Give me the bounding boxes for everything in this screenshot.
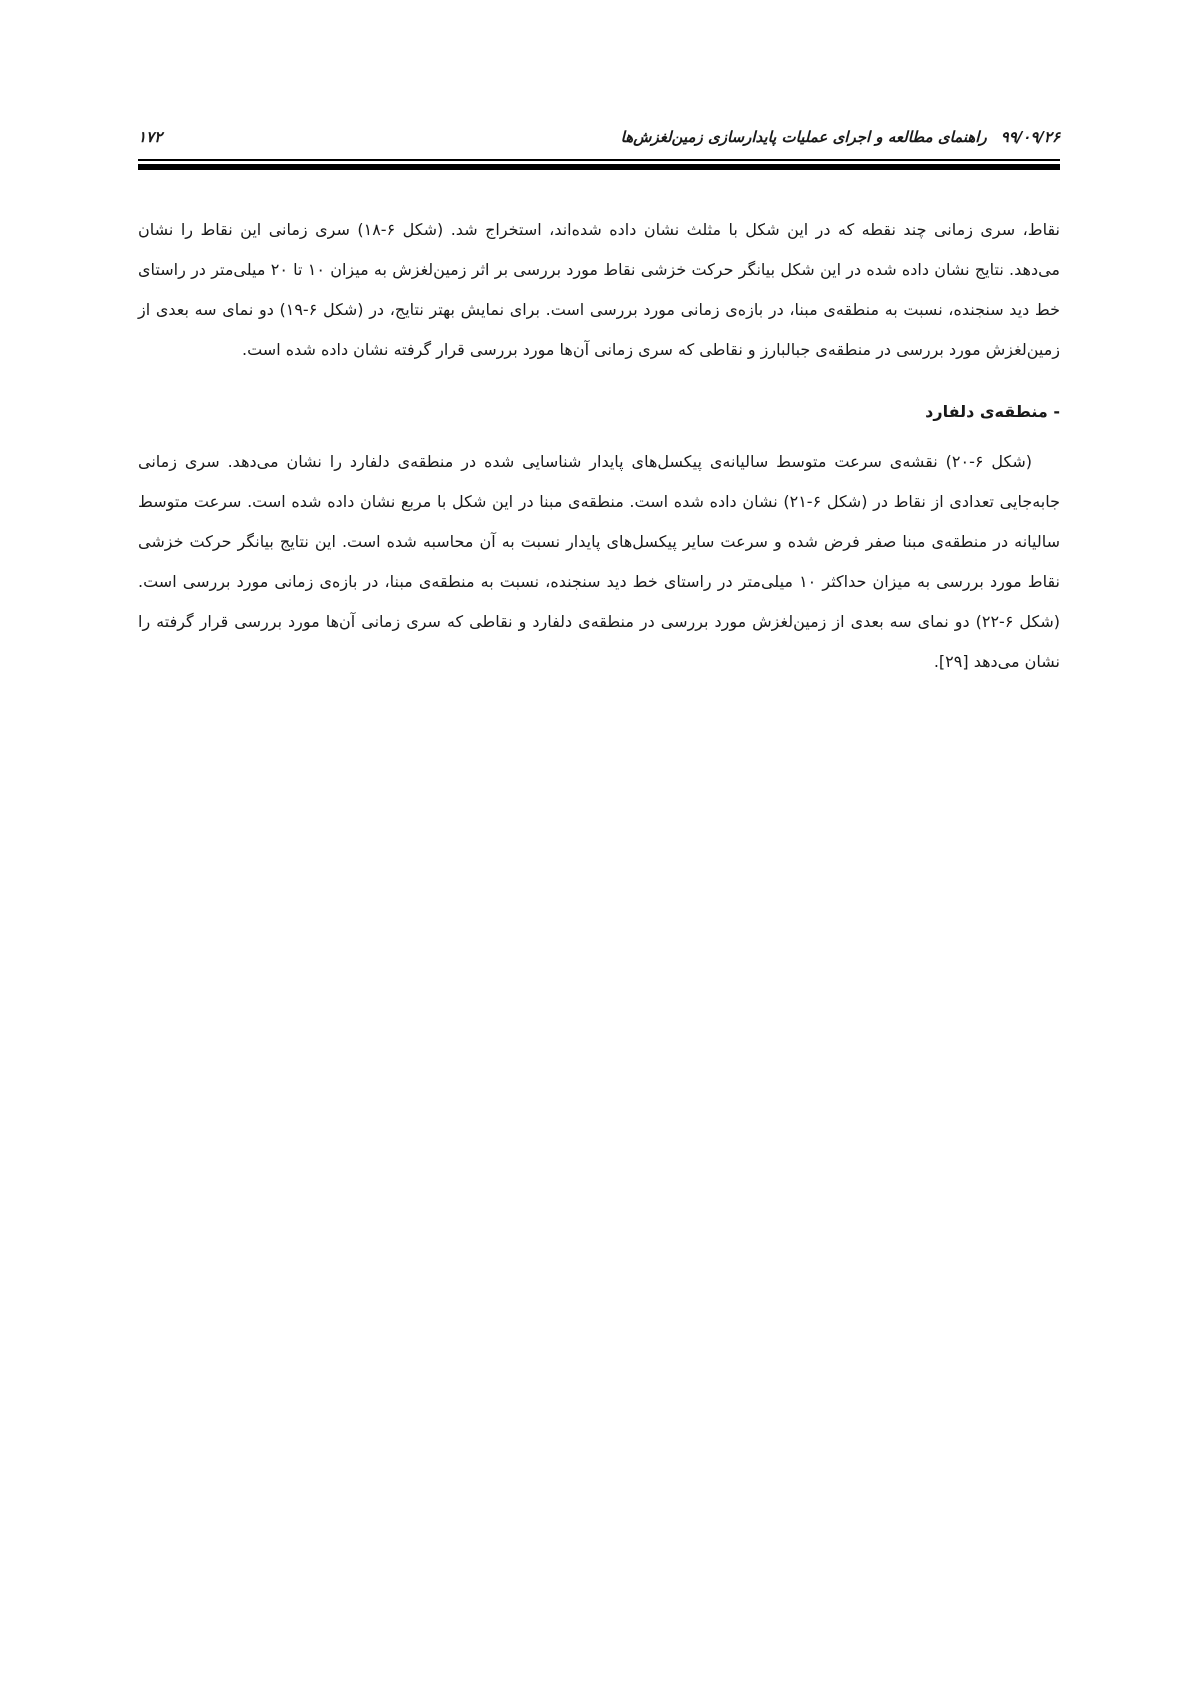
page-number: ۱۷۲ bbox=[138, 128, 163, 146]
header-title-line bbox=[621, 128, 1060, 146]
running-header bbox=[138, 128, 1060, 152]
paragraph: نقاط، سری زمانی چند نقطه که در این شکل با مثلث نشان داده شده‌اند، استخراج شد. (شکل ۶-۱۸) سری زمانی این نقاط را نشان می‌دهد. نتایج نشان داده شده در این شکل بیانگر حرکت خزشی نقاط مورد بررسی بر اثر زمین‌لغزش به میزان ۱۰ تا ۲۰ میلی‌متر در راستای خط دید سنجنده، نسبت به منطقه‌ی مبنا، در بازه‌ی زمانی مورد بررسی است. برای نمایش بهتر نتایج، در (شکل ۶-۱۹) دو نمای سه بعدی از زمین‌لغزش مورد بررسی در منطقه‌ی جبالبارز و نقاطی که سری زمانی آن‌ها مورد بررسی قرار گرفته نشان داده شده است. bbox=[138, 220, 1061, 359]
header-rule-thin bbox=[138, 159, 1060, 161]
body-text bbox=[138, 210, 1060, 682]
header-title: راهنمای مطالعه و اجرای عملیات پایدارسازی زمین‌لغزش‌ها bbox=[620, 128, 987, 146]
section-heading: - منطقه‌ی دلفارد bbox=[925, 402, 1060, 421]
header-rule-thick bbox=[138, 164, 1060, 170]
paragraph: (شکل ۶-۲۰) نقشه‌ی سرعت متوسط سالیانه‌ی پیکسل‌های پایدار شناسایی شده در منطقه‌ی دلفارد را نشان می‌دهد. سری زمانی جابه‌جایی تعدادی از نقاط در (شکل ۶-۲۱) نشان داده شده است. منطقه‌ی مبنا در این شکل با مربع نشان داده شده است. سرعت متوسط سالیانه در منطقه‌ی مبنا صفر فرض شده و سرعت سایر پیکسل‌های پایدار نسبت به آن محاسبه شده است. این نتایج بیانگر حرکت خزشی نقاط مورد بررسی به میزان حداکثر ۱۰ میلی‌متر در راستای خط دید سنجنده، نسبت به منطقه‌ی مبنا، در بازه‌ی زمانی مورد بررسی است. (شکل ۶-۲۲) دو نمای سه بعدی از زمین‌لغزش مورد بررسی در منطقه‌ی دلفارد و نقاطی که سری زمانی آن‌ها مورد بررسی قرار گرفته را نشان می‌دهد [۲۹]. bbox=[138, 452, 1061, 671]
header-date: ۹۹/۰۹/۲۶ bbox=[1000, 128, 1060, 146]
